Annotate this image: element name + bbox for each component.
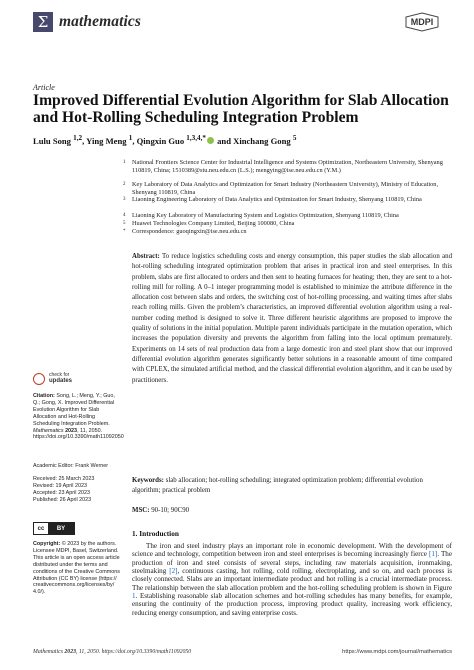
copyright-block <box>33 541 123 596</box>
crossmark-icon <box>33 373 45 385</box>
cc-by-license-badge[interactable] <box>33 522 75 535</box>
intro-text: The iron and steel industry plays an important role in economic development. With the development of science and technology, competition between iron and steel enterprises is becoming increasingly fierce <box>132 542 452 559</box>
author-list <box>33 134 296 146</box>
affiliation-text: Liaoning Engineering Laboratory of Data Analytics and Optimization for Smart Industry, Shenyang 110819, China <box>132 196 422 203</box>
mdpi-logo-icon <box>404 12 440 32</box>
figure-link[interactable]: 1 <box>132 592 136 601</box>
check-for-updates-button[interactable] <box>33 373 81 387</box>
author-name: and Xinchang Gong <box>214 135 293 146</box>
affiliation-text: Key Laboratory of Data Analytics and Optimization for Smart Industry (Northeastern University), Ministry of Education, Shenyang 110819, China <box>132 181 439 196</box>
keywords-text: slab allocation; hot-rolling scheduling; integrated optimization problem; differential evolution algorithm; practical problem <box>132 477 423 495</box>
citation-label: Citation: <box>33 393 55 399</box>
citation-text: Song, L.; Meng, Y.; Guo, Q.; Gong, X. Improved Differential Evolution Algorithm for Slab Allocation and Hot-Rolling Scheduling Integration Problem. <box>33 393 115 427</box>
journal-name: mathematics <box>59 13 142 30</box>
date-accepted: Accepted: 23 April 2023 <box>33 489 90 496</box>
abstract-label: Abstract: <box>132 253 160 260</box>
affiliation-item <box>123 220 450 228</box>
footer-journal: Mathematics <box>33 649 63 655</box>
journal-logo-icon: Σ <box>33 12 53 32</box>
copyright-text: © 2023 by the authors. Licensee MDPI, Basel, Switzerland. This article is an open access article distributed under the terms and conditions of the Creative Commons Attribution (CC BY) license (https:// creativecommons.org/licenses/by/ 4.0/). <box>33 541 120 596</box>
affiliation-number: 3 <box>123 197 126 202</box>
affiliation-item <box>123 181 450 196</box>
affiliation-text: Correspondence: guoqingxin@ise.neu.edu.cn <box>132 228 247 235</box>
author-affil-sup: 1,3,4,* <box>186 134 206 142</box>
intro-paragraph <box>132 542 452 617</box>
affiliation-text: Liaoning Key Laboratory of Manufacturing System and Logistics Optimization, Shenyang 110819, China <box>132 212 399 219</box>
author-affil-sup: 1 <box>128 134 133 142</box>
affiliation-number: 1 <box>123 160 126 165</box>
check-updates-line1: check for <box>49 372 70 378</box>
section-heading: 1. Introduction <box>132 529 179 538</box>
author-name: Lulu Song <box>33 135 74 146</box>
author-name: , Ying Meng <box>82 135 129 146</box>
copyright-label: Copyright: <box>33 541 61 547</box>
author-name: , Qingxin Guo <box>132 135 187 146</box>
abstract-text: To reduce logistics scheduling costs and energy consumption, this paper studies the slab allocation and hot-rolling scheduling integrated optimization problem that arises in practical iron and steel enterprises. In this problem, slabs are first allocated to orders and then sent to heating furnaces for heating; then, they are sent to a hot-rolling mill for rolling. A 0–1 integer programming model is established to minimize the attribute difference in the allocation cost between slabs and orders, the switching cost of hot-rolling processing, and waiting times after slabs reach rolling mills. Given the problem’s characteristics, an improved differential evolution algorithm using a real-number coding method is designed to solve it. Three different heuristic algorithms are proposed to improve the quality of solutions in the initial population. Multiple parent individuals participate in the mutation operation, which increases the population diversity and prevents the algorithm from falling into the local optimum prematurely. Experiments on 14 sets of real production data from a large domestic iron and steel plant show that our improved differential evolution algorithm generates significantly better solutions in a reasonable amount of time compared with CPLEX, the simulated artificial method, and the classical differential evolution algorithm, and it can be used by practitioners. <box>132 253 452 384</box>
footer-doi[interactable]: , 11, 2050. https://doi.org/10.3390/math11092050 <box>76 649 192 655</box>
affiliation-number: 2 <box>123 182 126 187</box>
affiliation-item <box>123 159 450 174</box>
citation-doi[interactable]: , 11, 2050. https://doi.org/10.3390/math11092050 <box>33 427 124 441</box>
intro-text: . Establishing reasonable slab allocation schemes and hot-rolling schedules has many benefits, for example, ensuring the continuity of the production process, improving product quality, increasing work efficiency, reducing energy consumption, and saving enterprise costs. <box>132 592 452 617</box>
author-affil-sup: 1,2 <box>73 134 83 142</box>
citation-link[interactable]: [1] <box>429 550 438 559</box>
keywords <box>132 476 452 497</box>
author-affil-sup: 5 <box>292 134 297 142</box>
date-revised: Revised: 19 April 2023 <box>33 482 87 489</box>
affiliation-number: 4 <box>123 213 126 218</box>
affiliation-text: National Frontiers Science Center for Industrial Intelligence and Systems Optimization, Northeastern University, Shenyang 110819, China; 1510389@stu.neu.edu.cn (L.S.); mengying@ise.neu.edu.cn (Y.M.) <box>132 159 443 174</box>
affiliation-text: Huawei Technologies Company Limited, Beijing 100080, China <box>132 220 295 227</box>
keywords-label: Keywords: <box>132 477 164 484</box>
intro-text: . The production of iron and steel consists of several steps, including raw materials acquisition, ironmaking, steelmaking <box>132 550 453 576</box>
affiliation-number: * <box>123 229 126 234</box>
affiliation-item <box>123 212 450 220</box>
orcid-icon[interactable] <box>207 137 214 144</box>
date-received: Received: 25 March 2023 <box>33 476 95 482</box>
citation-journal: Mathematics <box>33 427 64 434</box>
citation-block <box>33 393 123 441</box>
msc-codes <box>132 507 189 514</box>
footer-citation <box>33 649 191 655</box>
msc-label: MSC: <box>132 507 150 514</box>
affiliation-item <box>123 228 450 236</box>
affiliation-item <box>123 196 450 204</box>
citation-link[interactable]: [2] <box>169 567 178 576</box>
paper-title: Improved Differential Evolution Algorithm for Slab Allocation and Hot-Rolling Scheduling Integration Problem <box>33 92 449 126</box>
intro-text: , continuous casting, hot rolling, cold rolling, electroplating, and so on, and each process is closely connected. Slabs are an important intermediate product and hot rolling is a crucial intermediate process. The relationship between the slab allocation problem and the hot-rolling scheduling problem is shown in Figure <box>132 567 452 592</box>
footer-journal-url[interactable]: https://www.mdpi.com/journal/mathematics <box>342 649 452 655</box>
date-published: Published: 26 April 2023 <box>33 496 92 503</box>
mdpi-logo-text: MDPI <box>410 17 434 27</box>
affiliation-number: 5 <box>123 221 126 226</box>
check-updates-line2: updates <box>49 377 73 384</box>
cc-icon: cc <box>37 525 45 532</box>
abstract <box>132 252 452 386</box>
check-for-updates-label <box>49 373 72 384</box>
msc-text: 90-10; 90C90 <box>151 507 190 514</box>
article-type: Article <box>33 83 55 92</box>
citation-year: 2023 <box>65 427 78 434</box>
by-icon: BY <box>48 523 74 534</box>
footer-year: 2023 <box>64 649 76 655</box>
publication-dates <box>33 476 123 504</box>
academic-editor: Academic Editor: Frank Werner <box>33 463 109 469</box>
